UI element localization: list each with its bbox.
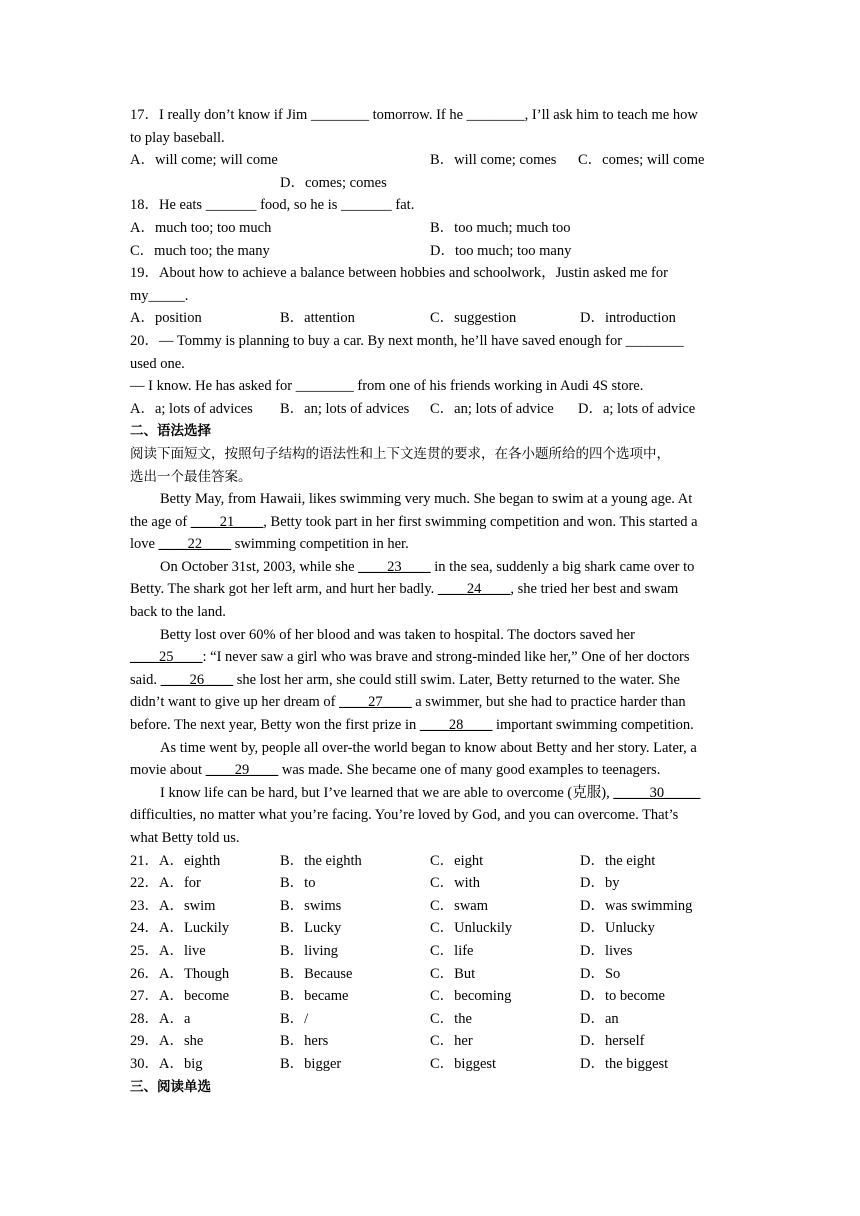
passage-p1-line2 [130, 511, 730, 534]
option-c[interactable]: C．But [430, 965, 476, 982]
q18-option-a[interactable]: A．much too; too much [130, 219, 272, 236]
passage-text: was made. She became one of many good examples to teenagers. [278, 762, 661, 779]
question-20-stem-cont: used one. [130, 355, 185, 372]
option-a[interactable]: 29．A．she [130, 1033, 204, 1050]
passage-p1-line1: Betty May, from Hawaii, likes swimming very much. She began to swim at a young age. At [160, 491, 693, 508]
option-d[interactable]: D．So [580, 965, 621, 982]
option-d[interactable]: D．the biggest [580, 1055, 669, 1072]
q20-option-c[interactable]: C．an; lots of advice [430, 400, 554, 417]
option-d[interactable]: D．Unlucky [580, 920, 655, 937]
option-b[interactable]: B．became [280, 988, 349, 1005]
option-d[interactable]: D．herself [580, 1033, 645, 1050]
passage-text: I know life can be hard, but I’ve learned that we are able to overcome (克服), [160, 784, 614, 801]
option-d[interactable]: D．lives [580, 942, 633, 959]
option-d[interactable]: D．the eight [580, 852, 656, 869]
q19-option-d[interactable]: D．introduction [580, 310, 676, 327]
section-2-title: 二、语法选择 [130, 423, 211, 440]
question-18-options-2 [130, 240, 730, 263]
passage-text: On October 31st, 2003, while she [160, 558, 359, 575]
option-b[interactable]: B．/ [280, 1010, 309, 1027]
option-b[interactable]: B．bigger [280, 1055, 342, 1072]
section-2-instructions: 阅读下面短文，按照句子结构的语法性和上下文连贯的要求，在各小题所给的四个选项中， [130, 445, 670, 462]
option-d[interactable]: D．by [580, 875, 620, 892]
option-c[interactable]: C．her [430, 1033, 473, 1050]
option-a[interactable]: 21．A．eighth [130, 852, 221, 869]
q19-option-b[interactable]: B．attention [280, 310, 355, 327]
passage-p2-line3: back to the land. [130, 604, 226, 621]
option-a[interactable]: 27．A．become [130, 988, 230, 1005]
passage-p3-line5 [130, 714, 730, 737]
option-a[interactable]: 28．A．a [130, 1010, 191, 1027]
passage-p3-line2 [130, 646, 730, 669]
passage-text: : “I never saw a girl who was brave and strong-minded like her,” One of her doctors [202, 649, 690, 666]
section-2-instructions-cont: 选出一个最佳答案。 [130, 468, 252, 485]
passage-text: movie about [130, 762, 206, 779]
q20-option-d[interactable]: D．a; lots of advice [578, 400, 696, 417]
question-19-stem: 19．About how to achieve a balance between hobbies and schoolwork，Justin asked me for [130, 265, 668, 282]
option-a[interactable]: 22．A．for [130, 875, 201, 892]
option-c[interactable]: C．life [430, 942, 474, 959]
question-18-options-1 [130, 217, 730, 240]
option-a[interactable]: 23．A．swim [130, 897, 216, 914]
answer-row-27 [130, 985, 730, 1008]
section-3-title: 三、阅读单选 [130, 1078, 211, 1095]
passage-text: before. The next year, Betty won the first prize in [130, 717, 420, 734]
question-17-options [130, 149, 730, 172]
option-c[interactable]: C．Unluckily [430, 920, 513, 937]
passage-p5-line2: difficulties, no matter what you’re facing. You’re loved by God, and you can overcome. That’s [130, 807, 679, 824]
exam-page [130, 104, 730, 1098]
option-d[interactable]: D．was swimming [580, 897, 693, 914]
passage-p2-line2 [130, 578, 730, 601]
q19-option-a[interactable]: A．position [130, 310, 202, 327]
passage-text: Betty. The shark got her left arm, and hurt her badly. [130, 581, 438, 598]
passage-p4-line2 [130, 759, 730, 782]
blank-22: ____22____ [158, 536, 232, 553]
question-17-stem-cont: to play baseball. [130, 129, 225, 146]
option-a[interactable]: 25．A．live [130, 942, 206, 959]
answer-row-25 [130, 940, 730, 963]
passage-text: , she tried her best and swam [510, 581, 679, 598]
blank-28: ____28____ [419, 717, 493, 734]
blank-30: _____30_____ [613, 784, 701, 801]
passage-text: important swimming competition. [492, 717, 694, 734]
option-c[interactable]: C．biggest [430, 1055, 497, 1072]
option-c[interactable]: C．eight [430, 852, 484, 869]
answer-row-24 [130, 917, 730, 940]
question-19-options [130, 307, 730, 330]
option-b[interactable]: B．hers [280, 1033, 329, 1050]
q17-option-c[interactable]: C．comes; will come [578, 152, 705, 169]
option-b[interactable]: B．the eighth [280, 852, 362, 869]
passage-p1-line3 [130, 533, 730, 556]
question-19-stem-cont: my_____. [130, 287, 189, 304]
blank-29: ____29____ [205, 762, 279, 779]
passage-p5-line3: what Betty told us. [130, 830, 240, 846]
answer-row-21 [130, 850, 730, 873]
q20-option-b[interactable]: B．an; lots of advices [280, 400, 410, 417]
passage-p2-line1 [130, 556, 730, 579]
q18-option-c[interactable]: C．much too; the many [130, 242, 270, 259]
blank-24: ____24____ [437, 581, 511, 598]
option-d[interactable]: D．an [580, 1010, 619, 1027]
blank-26: ____26____ [160, 671, 234, 688]
question-20-stem: 20．— Tommy is planning to buy a car. By next month, he’ll have saved enough for ________ [130, 332, 684, 349]
blank-23: ____23____ [358, 558, 431, 575]
option-d[interactable]: D．to become [580, 988, 665, 1005]
q18-option-d[interactable]: D．too much; too many [430, 242, 572, 259]
passage-p3-line1: Betty lost over 60% of her blood and was taken to hospital. The doctors saved her [160, 626, 635, 643]
passage-text: , Betty took part in her first swimming competition and won. This started a [263, 513, 698, 530]
passage-p4-line1: As time went by, people all over-the world began to know about Betty and her story. Later, a [160, 739, 697, 756]
answer-row-22 [130, 872, 730, 895]
answer-row-29 [130, 1030, 730, 1053]
passage-text: the age of [130, 513, 191, 530]
passage-text: didn’t want to give up her dream of [130, 694, 340, 711]
option-c[interactable]: C．with [430, 875, 480, 892]
option-c[interactable]: C．becoming [430, 988, 512, 1005]
blank-25: ____25____ [130, 649, 203, 666]
passage-p3-line4 [130, 691, 730, 714]
answer-options [130, 850, 730, 1076]
option-c[interactable]: C．swam [430, 897, 488, 914]
question-18-stem: 18．He eats _______ food, so he is _______ fat. [130, 197, 415, 214]
q18-option-b[interactable]: B．too much; much too [430, 219, 571, 236]
option-a[interactable]: 24．A．Luckily [130, 920, 230, 937]
option-a[interactable]: 26．A．Though [130, 965, 230, 982]
answer-row-26 [130, 963, 730, 986]
passage-text: said. [130, 671, 161, 688]
passage-text: love [130, 536, 159, 553]
option-b[interactable]: B．Lucky [280, 920, 342, 937]
question-17-stem: 17．I really don’t know if Jim ________ tomorrow. If he ________, I’ll ask him to teach me how [130, 107, 698, 123]
passage-p5-line1 [130, 782, 730, 805]
passage-text: swimming competition in her. [231, 536, 409, 553]
q20-option-a[interactable]: A．a; lots of advices [130, 400, 253, 417]
passage-text: in the sea, suddenly a big shark came over to [430, 558, 695, 575]
question-20-stem-reply: — I know. He has asked for ________ from one of his friends working in Audi 4S store. [130, 378, 644, 395]
passage-p3-line3 [130, 669, 730, 692]
answer-row-28 [130, 1008, 730, 1031]
option-b[interactable]: B．Because [280, 965, 353, 982]
option-c[interactable]: C．the [430, 1010, 472, 1027]
option-b[interactable]: B．living [280, 942, 339, 959]
q17-option-a[interactable]: A．will come; will come [130, 152, 278, 169]
q19-option-c[interactable]: C．suggestion [430, 310, 517, 327]
option-b[interactable]: B．swims [280, 897, 342, 914]
blank-27: ____27____ [339, 694, 412, 711]
question-20-options [130, 398, 730, 421]
q17-option-b[interactable]: B．will come; comes [430, 152, 557, 169]
answer-row-30 [130, 1053, 730, 1076]
q17-option-d[interactable]: D．comes; comes [280, 174, 387, 191]
option-b[interactable]: B．to [280, 875, 316, 892]
passage-text: she lost her arm, she could still swim. Later, Betty returned to the water. She [233, 671, 680, 688]
answer-row-23 [130, 895, 730, 918]
option-a[interactable]: 30．A．big [130, 1055, 203, 1072]
blank-21: ____21____ [190, 513, 264, 530]
passage-text: a swimmer, but she had to practice harder than [411, 694, 686, 711]
